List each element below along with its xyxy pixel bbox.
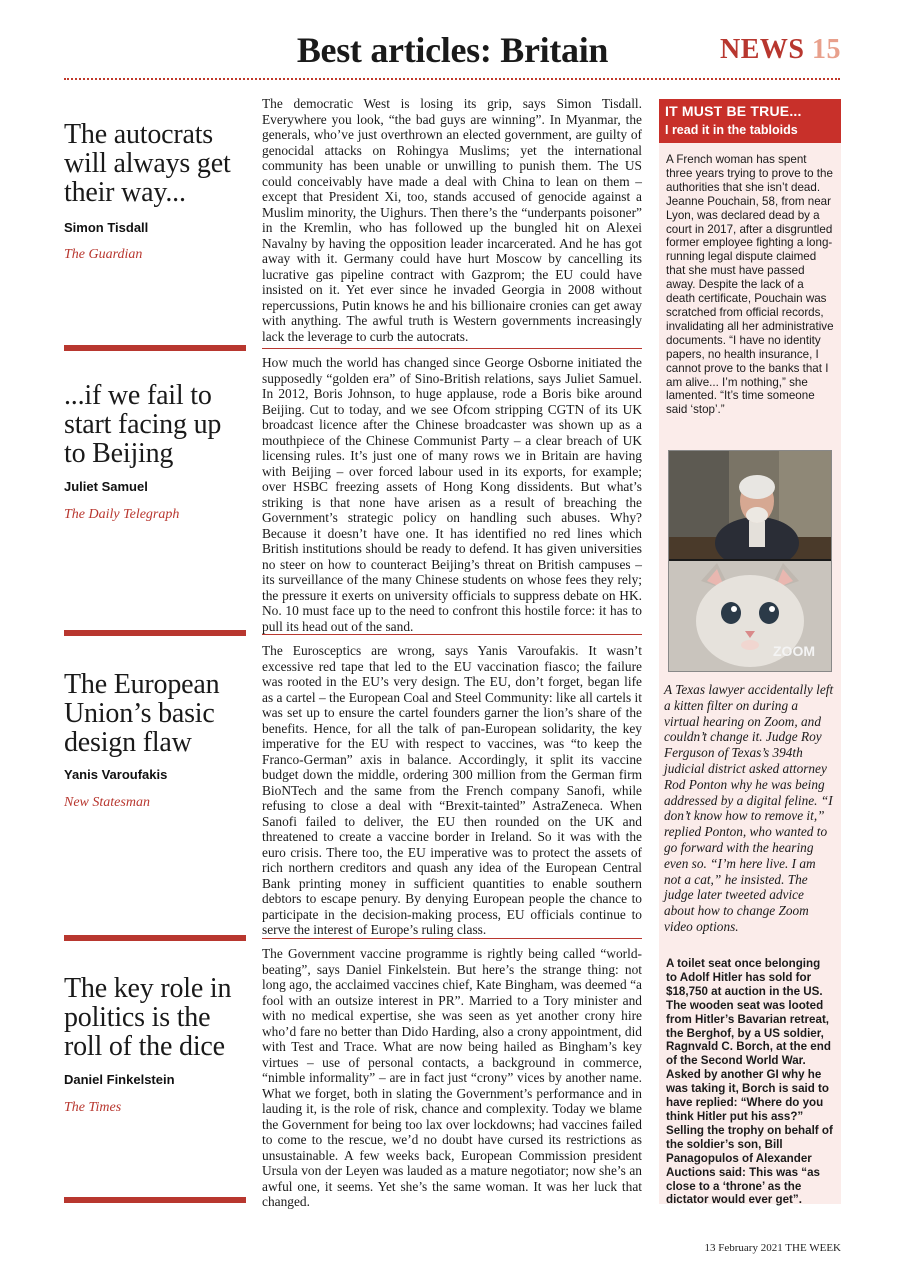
publication-name: THE WEEK — [785, 1242, 841, 1254]
page-title: Best articles: Britain — [296, 30, 609, 70]
article-body: How much the world has changed since George Osborne initiated the supposedly “golden era” of Sino-British relations, says Juliet Samuel. In 2012, Boris Johnson, to huge applause, rode a Boris bike around Beijing. Cut to today, and we see Ofcom stripping CGTN of its UK broadcast licence after the Chinese broadcaster was shown up as a mouthpiece of the Chinese Communist Party – a clear breach of UK licensing rules. It’s just one of many rows we in Britain are having with Beijing – over forced labour used in its exports, for example; over HSBC freezing assets of Hong Kong dissidents. But what’s striking is that none have arisen as a result of breaching the Government’s strategic policy on handling such abuses. Why? Because it doesn’t have one. It has identified no red lines which British institutions should be ready to defend. It has given universities no steer on how to counteract Beijing’s threat on British campuses – its surveillance of the many Chinese students on whose fees they rely; the pressure it exerts on university officials to suppress debate on HK. No. 10 must face up to the need to confront this hostile force: it has to pull its head out of the sand. — [262, 355, 642, 634]
article-author: Juliet Samuel — [64, 479, 148, 494]
photo-caption: A Texas lawyer accidentally left a kitten filter on during a virtual hearing on Zoom, and couldn’t change it. Judge Roy Ferguson of Texas’s 394th judicial district asked attorney Rod Ponton why he was being addressed by a digital feline. “I don’t know how to remove it,” replied Ponton, who wanted to go forward with the hearing even so. “I’m here live. I am not a cat,” he insisted. The judge later tweeted advice about how to change Zoom video options. — [664, 682, 834, 934]
zoom-watermark: ZOOM — [773, 643, 815, 659]
section-name: NEWS — [720, 34, 805, 65]
article-separator — [262, 348, 642, 349]
page-footer — [705, 1242, 841, 1254]
article-source: New Statesman — [64, 795, 150, 810]
sidebar-story: A toilet seat once belonging to Adolf Hitler has sold for $18,750 at auction in the US. The wooden seat was looted from Hitler’s Bavarian retreat, the Berghof, by a US soldier, Ragnvald C. Borch, at the end of the Second World War. Asked by another GI why he was taking it, Borch is said to have replied: “Where do you think Hitler put his ass?” Selling the trophy on behalf of the soldier’s son, Bill Panagopulos of Alexander Auctions said: This was “as close to a ‘throne’ as the dictator would ever get”. — [666, 957, 833, 1207]
article-author: Yanis Varoufakis — [64, 767, 168, 782]
article-source: The Times — [64, 1100, 122, 1115]
article-separator — [262, 938, 642, 939]
article-divider-bar — [64, 935, 246, 941]
zoom-photo-illustration — [669, 451, 831, 671]
article-headline: The key role in politics is the roll of the dice — [64, 973, 232, 1062]
header-divider — [64, 78, 840, 80]
page-number: 15 — [812, 34, 841, 65]
section-label — [720, 34, 841, 66]
article-source: The Daily Telegraph — [64, 507, 180, 522]
article-divider-bar — [64, 1197, 246, 1203]
article-separator — [262, 634, 642, 635]
sidebar-story: A French woman has spent three years trying to prove to the authorities that she isn’t dead. Jeanne Pouchain, 58, from near Lyon, was declared dead by a court in 2017, after a disgruntled former employee fighting a long-running legal dispute claimed that she must have passed away. Despite the lack of a death certificate, Pouchain was scratched from official records, invalidating all her administrative documents. “I have no identity papers, no health insurance, I cannot prove to the banks that I am alive... I’m nothing,” she lamented. “It’s time someone said ‘stop’.” — [666, 153, 834, 417]
sidebar-title: IT MUST BE TRUE... — [665, 103, 802, 119]
article-body: The Government vaccine programme is rightly being called “world-beating”, says Daniel Finkelstein. But here’s the strange thing: not long ago, the acclaimed vaccines chief, Kate Bingham, was deemed “a fool with an outsize interest in PR”. Married to a Tory minister and with no medical expertise, she was seen as yet another crony hire who’d fare no better than Dido Harding, also a crony appointment, did with Test and Trace. What are now being hailed as Bingham’s key virtues – use of personal contacts, a background in commerce, “nimble informality” – are in fact just “crony” vices by another name. What we forget, both in slating the Government’s performance and in lauding it, is the role of risk, chance and complexity. Today we blame the Government for being too lax over lockdowns; had vaccines failed to come to the rescue, we’d no doubt have cursed its restrictions as unsustainable. A few weeks back, European Commission president Ursula von der Leyen was lauded as a mature negotiator; now she’s an awful one, it seems. Yet she’s the same woman. It was her luck that changed. — [262, 946, 642, 1209]
article-divider-bar — [64, 345, 246, 351]
article-body: The Eurosceptics are wrong, says Yanis Varoufakis. It wasn’t excessive red tape that led to the EU vaccination fiasco; the failure was rooted in the EU’s very design. The EU, don’t forget, began life as a cartel – the European Coal and Steel Community: like all cartels it was set up to ensure the cartel founders garner the lion’s share of the benefits. Hence, for all the talk of pan-European solidarity, the key imperative for the EU with respect to vaccines, was “to keep the Franco-German” axis in balance. Accordingly, it split its vaccine budget down the middle, ordering 300 million from the German firm BioNTech and the same from the French company Sanofi, while refusing to close a deal with “Brexit-tainted” AstraZeneca. When Sanofi failed to deliver, the EU then rounded on the UK and threatened to create a vaccine border in Ireland. So it was with the euro crisis. There too, the EU imperative was to protect the assets of rich northern creditors and quash any idea of the European Central Bank printing money in sufficient quantities to enable southern debtors to escape penury. By denying European people the chance to participate in the decision-making process, EU officials continue to serve the interest of Europe’s ruling class. — [262, 643, 642, 937]
sidebar-header — [659, 99, 841, 143]
article-body: The democratic West is losing its grip, says Simon Tisdall. Everywhere you look, “the bad guys are winning”. In Myanmar, the generals, who’ve just overthrown an elected government, are guilty of genocidal attacks on Rohingya Muslims; yet the international community has been unable or unwilling to punish them. The US could conceivably have made a deal with China to lean on them – except that President Xi, too, stands accused of genocide against a Muslim minority, the Uighurs. Then there’s the “underpants poisoner” in the Kremlin, who has followed up the bungled hit on Alexei Navalny by having the opposition leader incarcerated. And he has got away with it. Germany could have hurt Moscow by cancelling its lucrative gas pipeline contract with Gazprom; the EU could have insisted on it. Yet ever since he invaded Georgia in 2008 without repercussions, Putin knows he and his billionaire cronies can get away with anything. The awful truth is Western governments increasingly lack the leverage to curb the autocrats. — [262, 96, 642, 344]
zoom-hearing-photo — [668, 450, 832, 672]
article-headline: The European Union’s basic design flaw — [64, 669, 220, 758]
article-author: Daniel Finkelstein — [64, 1072, 175, 1087]
article-headline: ...if we fail to start facing up to Beijing — [64, 380, 222, 469]
article-author: Simon Tisdall — [64, 220, 149, 235]
article-source: The Guardian — [64, 247, 143, 262]
article-divider-bar — [64, 630, 246, 636]
article-headline: The autocrats will always get their way... — [64, 119, 231, 208]
sidebar-subtitle: I read it in the tabloids — [665, 123, 798, 137]
issue-date: 13 February 2021 — [704, 1242, 783, 1254]
